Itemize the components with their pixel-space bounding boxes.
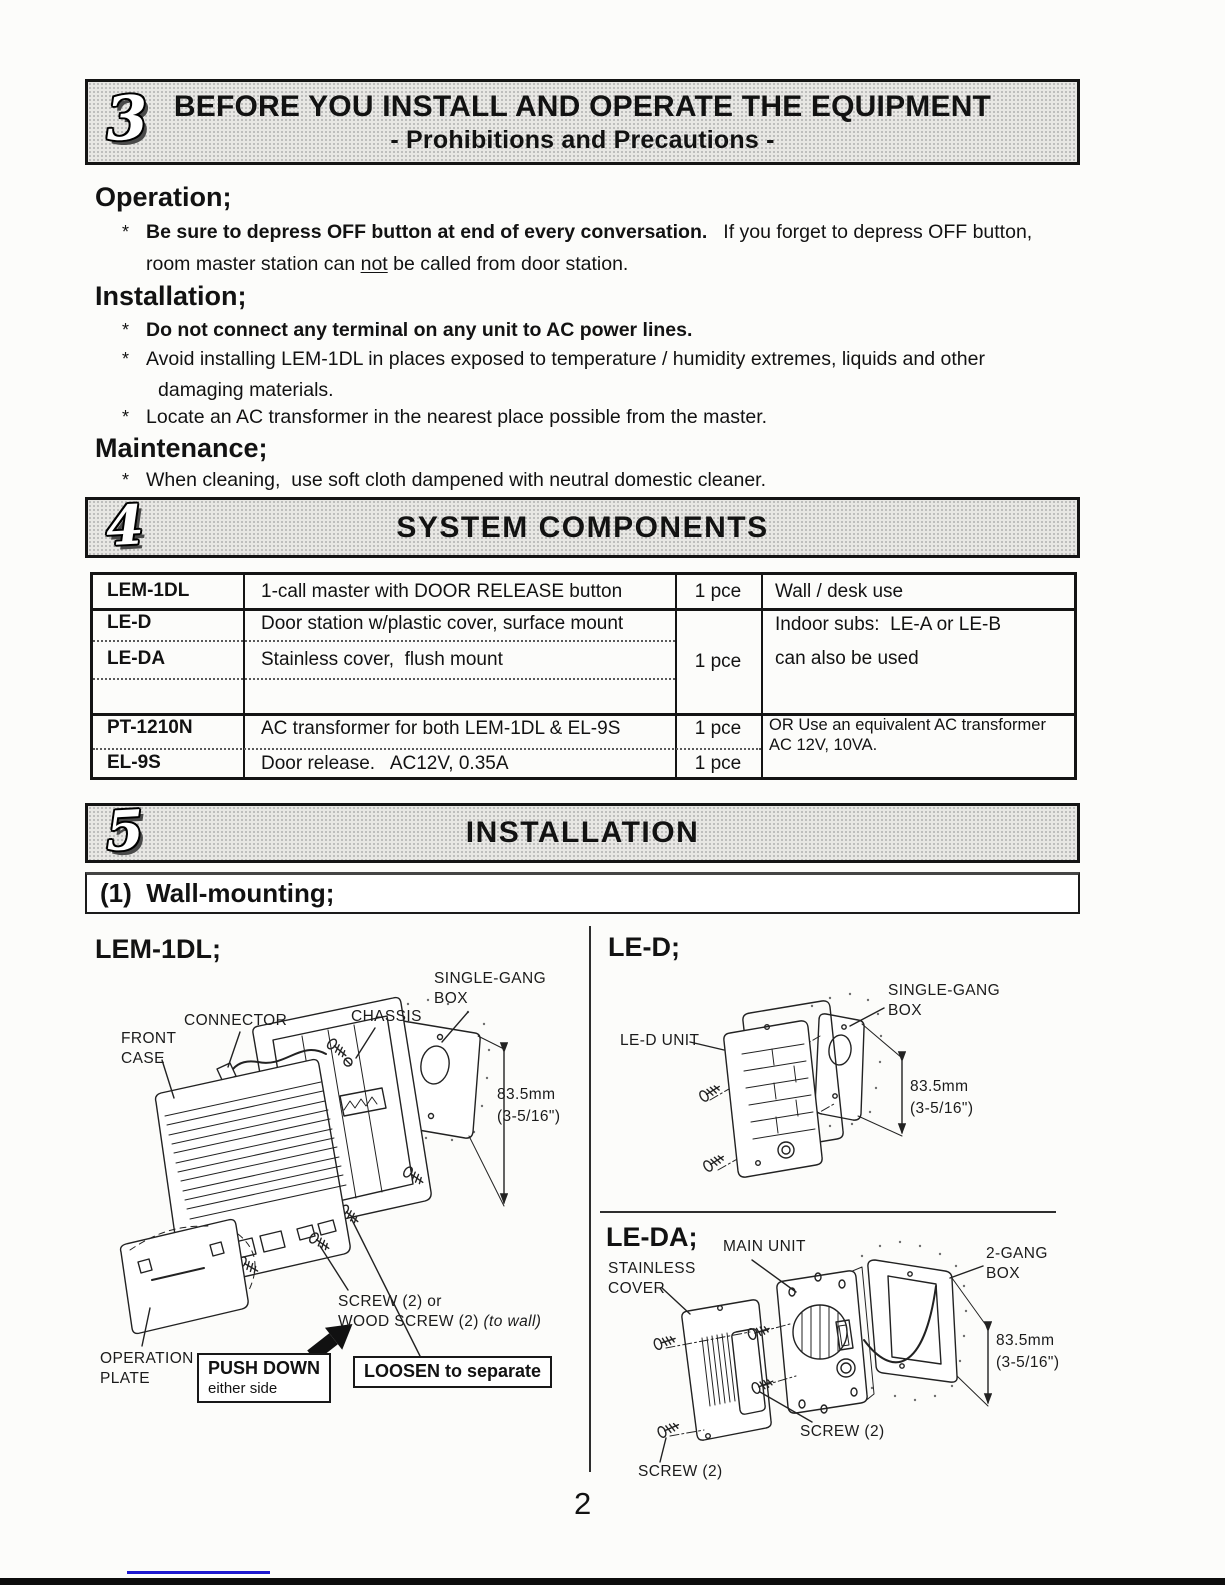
le-da-heading: LE-DA; [606, 1222, 698, 1252]
loosen-callout: LOOSEN to separate [353, 1356, 552, 1388]
two-gang-box-art [853, 1241, 967, 1401]
section5-banner [85, 797, 1080, 864]
model-cell: LE-DA [107, 648, 166, 669]
blue-underline-mark [127, 1571, 270, 1574]
chassis-label: CHASSIS [351, 1008, 422, 1025]
operation-heading: Operation; [95, 182, 232, 212]
dimension-label: 83.5mm [497, 1086, 556, 1103]
desc-cell: Stainless cover, flush mount [261, 649, 503, 670]
dimension-label: 83.5mm [996, 1332, 1055, 1349]
desc-cell: Door release. AC12V, 0.35A [261, 753, 509, 774]
table-divider [93, 608, 1074, 611]
column-divider [589, 926, 591, 1472]
note-cell: Indoor subs: LE-A or LE-B [775, 614, 1002, 635]
maintenance-heading: Maintenance; [95, 433, 268, 463]
le-da-diagram [600, 1216, 1140, 1494]
connector-label: CONNECTOR [184, 1012, 288, 1029]
section3-banner [85, 79, 1080, 165]
lem-1dl-diagram [90, 920, 582, 1485]
dimension-label: (3-5/16") [996, 1354, 1060, 1371]
push-down-callout: PUSH DOWN either side [197, 1353, 331, 1403]
main-unit-label: MAIN UNIT [723, 1238, 806, 1255]
stainless-cover-label: STAINLESS [608, 1260, 696, 1277]
note-cell: Wall / desk use [775, 581, 904, 602]
le-d-diagram [600, 920, 1140, 1210]
bullet-star: * [122, 320, 130, 340]
front-case-label: CASE [121, 1050, 165, 1067]
stainless-cover-label: COVER [608, 1280, 666, 1297]
table-divider [675, 575, 677, 777]
installation-bullet-2-line2: damaging materials. [158, 379, 334, 401]
qty-cell: 1 pce [694, 581, 742, 602]
operation-plate-label: OPERATION [100, 1350, 194, 1367]
qty-cell: 1 pce [694, 718, 742, 739]
le-d-unit-label: LE-D UNIT [620, 1032, 700, 1049]
maintenance-bullet-1-text: When cleaning, use soft cloth dampened with neutral domestic cleaner. [146, 469, 767, 491]
operation-bullet-1-line2: room master station can not be called from door station. [146, 253, 629, 275]
screw-label: SCREW (2) or [338, 1293, 442, 1310]
page-number: 2 [574, 1486, 592, 1521]
wall-mounting-box [85, 872, 1080, 914]
two-gang-box-label: 2-GANG [986, 1245, 1048, 1262]
stainless-cover-art [682, 1300, 771, 1440]
section4-title: SYSTEM COMPONENTS [396, 510, 769, 544]
section3-title-line1: BEFORE YOU INSTALL AND OPERATE THE EQUIPMENT [173, 90, 992, 123]
table-dotted-divider [93, 678, 675, 680]
front-case-label: FRONT [121, 1030, 177, 1047]
lem-1dl-exploded-drawing [90, 920, 582, 1485]
section-divider [600, 1211, 1056, 1213]
scan-edge-band [0, 1578, 1225, 1585]
screw-label: SCREW (2) [638, 1463, 723, 1480]
note-cell: AC 12V, 10VA. [769, 736, 878, 754]
section3-titles [88, 82, 1077, 156]
note-cell: can also be used [775, 648, 919, 669]
installation-bullet-2 [122, 348, 985, 371]
underlined-not: not [360, 253, 388, 275]
operation-bullet-1 [122, 221, 1032, 244]
le-d-heading: LE-D; [608, 932, 680, 962]
table-dotted-divider [93, 640, 675, 642]
table-divider [761, 575, 763, 777]
single-gang-box-label: SINGLE-GANG [888, 982, 1001, 999]
section5-title: INSTALLATION [465, 816, 700, 849]
installation-bullet-3-text: Locate an AC transformer in the nearest place possible from the master. [146, 406, 768, 428]
installation-bullet-2-text: Avoid installing LEM-1DL in places exposed to temperature / humidity extremes, liquids and other [146, 348, 985, 370]
model-cell: LEM-1DL [107, 580, 190, 601]
section4-banner [85, 491, 1080, 558]
dimension-label: 83.5mm [910, 1078, 969, 1095]
desc-cell: Door station w/plastic cover, surface mount [261, 613, 624, 634]
maintenance-bullet-1 [122, 469, 766, 492]
section3-number: 3 [104, 82, 150, 156]
dimension-label: (3-5/16") [910, 1100, 974, 1117]
wall-mounting-heading: (1) Wall-mounting; [100, 878, 335, 908]
bullet-star: * [122, 470, 130, 490]
section3-title-line2: - Prohibitions and Precautions - [390, 126, 775, 154]
section5-number: 5 [104, 797, 146, 864]
bullet-star: * [122, 222, 130, 242]
bullet-star: * [122, 407, 130, 427]
two-gang-box-label: BOX [986, 1265, 1020, 1282]
single-gang-box-label: BOX [434, 990, 468, 1007]
desc-cell: AC transformer for both LEM-1DL & EL-9S [261, 718, 621, 739]
system-components-table [90, 572, 1077, 780]
operation-plate-label: PLATE [100, 1370, 150, 1387]
bullet-star: * [122, 349, 130, 369]
operation-plate-art [121, 1220, 255, 1334]
table-divider [243, 575, 245, 777]
single-gang-box-label: SINGLE-GANG [434, 970, 547, 987]
model-cell: LE-D [107, 612, 152, 633]
operation-bullet-1-text: Be sure to depress OFF button at end of every conversation. If you forget to depress OFF button, [146, 221, 1033, 243]
section4-number: 4 [104, 491, 146, 558]
qty-cell: 1 pce [694, 753, 742, 774]
installation-bullet-3 [122, 406, 767, 429]
screw-label: WOOD SCREW (2) (to wall) [338, 1313, 542, 1330]
screw-label: SCREW (2) [800, 1423, 885, 1440]
table-dotted-divider [93, 748, 761, 750]
lem-1dl-heading: LEM-1DL; [95, 934, 221, 964]
single-gang-box-label: BOX [888, 1002, 922, 1019]
installation-bullet-1 [122, 319, 692, 342]
model-cell: EL-9S [107, 752, 161, 773]
le-d-exploded-drawing [600, 920, 1140, 1210]
desc-cell: 1-call master with DOOR RELEASE button [261, 581, 623, 602]
dimension-label: (3-5/16") [497, 1108, 561, 1125]
installation-heading: Installation; [95, 281, 247, 311]
qty-cell: 1 pce [694, 651, 742, 672]
model-cell: PT-1210N [107, 717, 193, 738]
installation-bullet-1-text: Do not connect any terminal on any unit to AC power lines. [146, 319, 693, 341]
note-cell: OR Use an equivalent AC transformer [769, 716, 1046, 734]
